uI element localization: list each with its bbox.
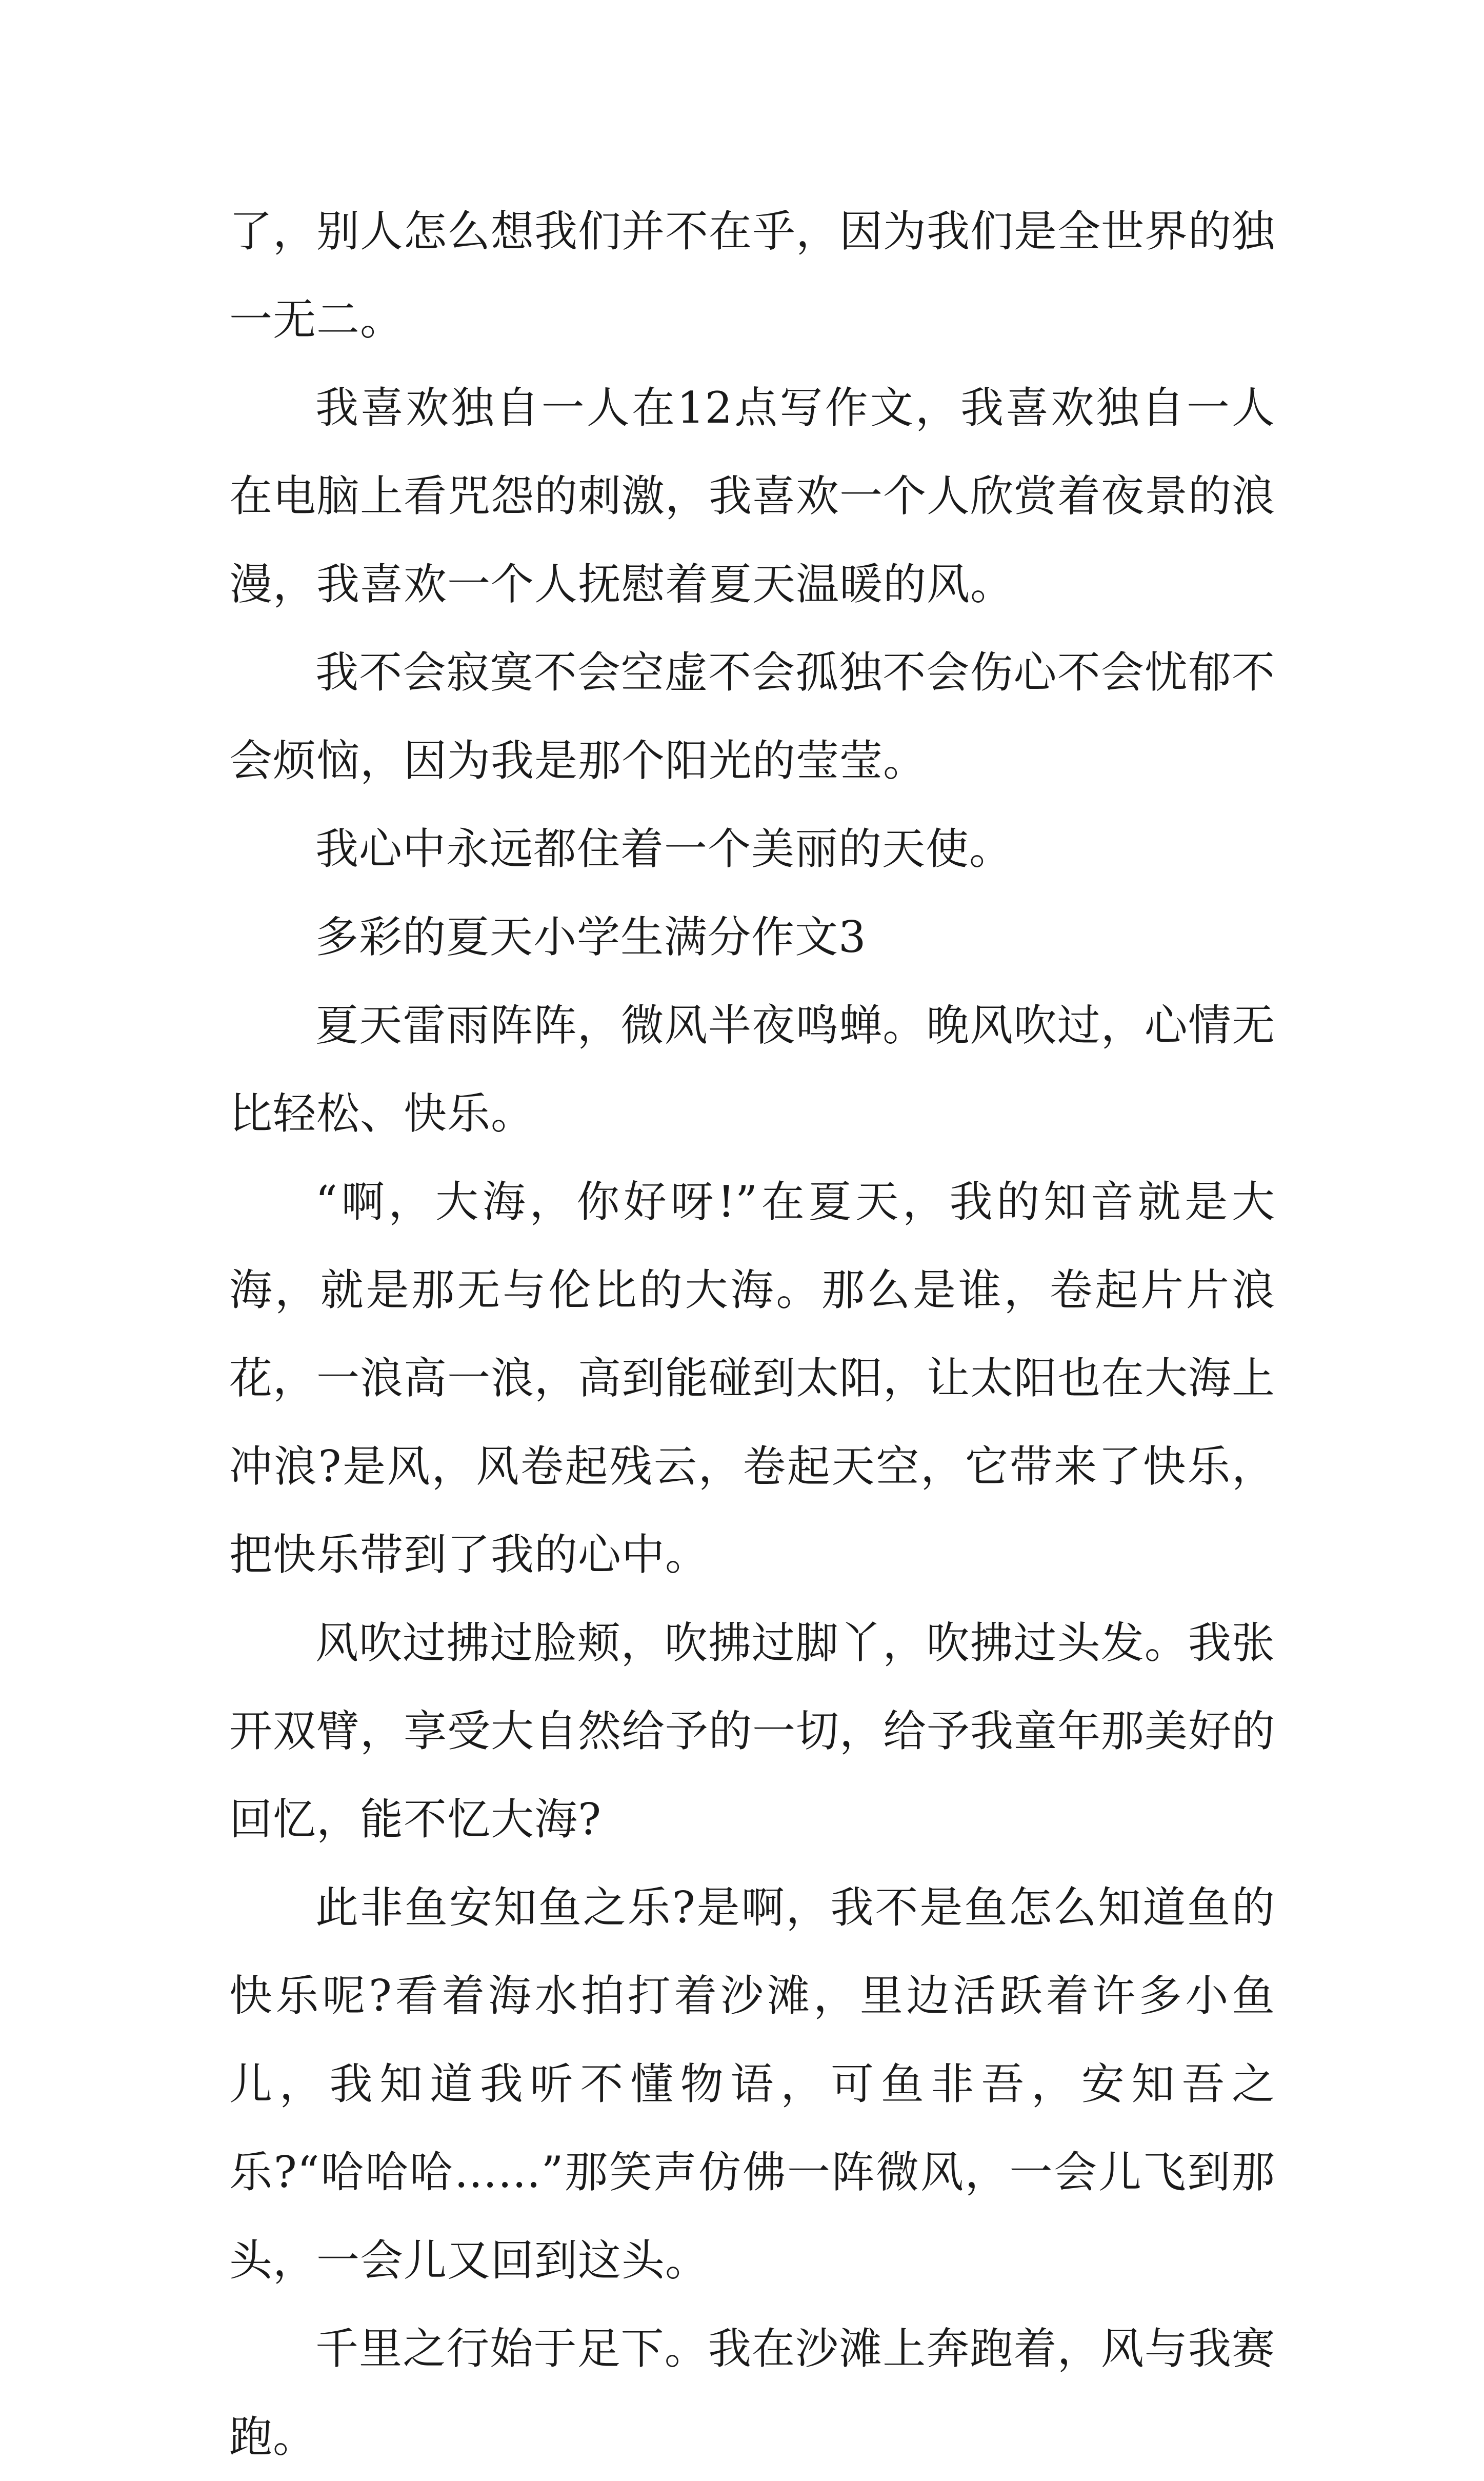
section-heading: 多彩的夏天小学生满分作文3: [315, 912, 867, 962]
paragraph-10: 千里之行始于足下。我在沙滩上奔跑着，风与我赛跑。: [229, 2324, 1275, 2462]
paragraph-9: 此非鱼安知鱼之乐?是啊，我不是鱼怎么知道鱼的快乐呢?看着海水拍打着沙滩，里边活跃着许多小鱼儿，我知道我听不懂物语，可鱼非吾，安知吾之乐?“哈哈哈……”那笑声仿佛一阵微风，一会儿飞到那头，一会儿又回到这头。: [229, 1882, 1275, 2286]
paragraph-1: 了，别人怎么想我们并不在乎，因为我们是全世界的独一无二。: [229, 206, 1276, 345]
paragraph-2: 我喜欢独自一人在12点写作文，我喜欢独自一人在电脑上看咒怨的刺激，我喜欢一个人欣赏着夜景的浪漫，我喜欢一个人抚慰着夏天温暖的风。: [229, 383, 1276, 609]
paragraph-7: “啊，大海，你好呀!”在夏天，我的知音就是大海，就是那无与伦比的大海。那么是谁，卷起片片浪花，一浪高一浪，高到能碰到太阳，让太阳也在大海上冲浪?是风，风卷起残云，卷起天空，它带来了快乐，把快乐带到了我的心中。: [229, 1177, 1276, 1580]
document-body: [229, 187, 1275, 2481]
paragraph-8: 风吹过拂过脸颊，吹拂过脚丫，吹拂过头发。我张开双臂，享受大自然给予的一切，给予我童年那美好的回忆，能不忆大海?: [229, 1618, 1276, 1844]
paragraph-4: 我心中永远都住着一个美丽的天使。: [315, 824, 1013, 874]
paragraph-3: 我不会寂寞不会空虚不会孤独不会伤心不会忧郁不会烦恼，因为我是那个阳光的莹莹。: [229, 647, 1275, 786]
paragraph-6: 夏天雷雨阵阵，微风半夜鸣蝉。晚风吹过，心情无比轻松、快乐。: [229, 1000, 1275, 1139]
